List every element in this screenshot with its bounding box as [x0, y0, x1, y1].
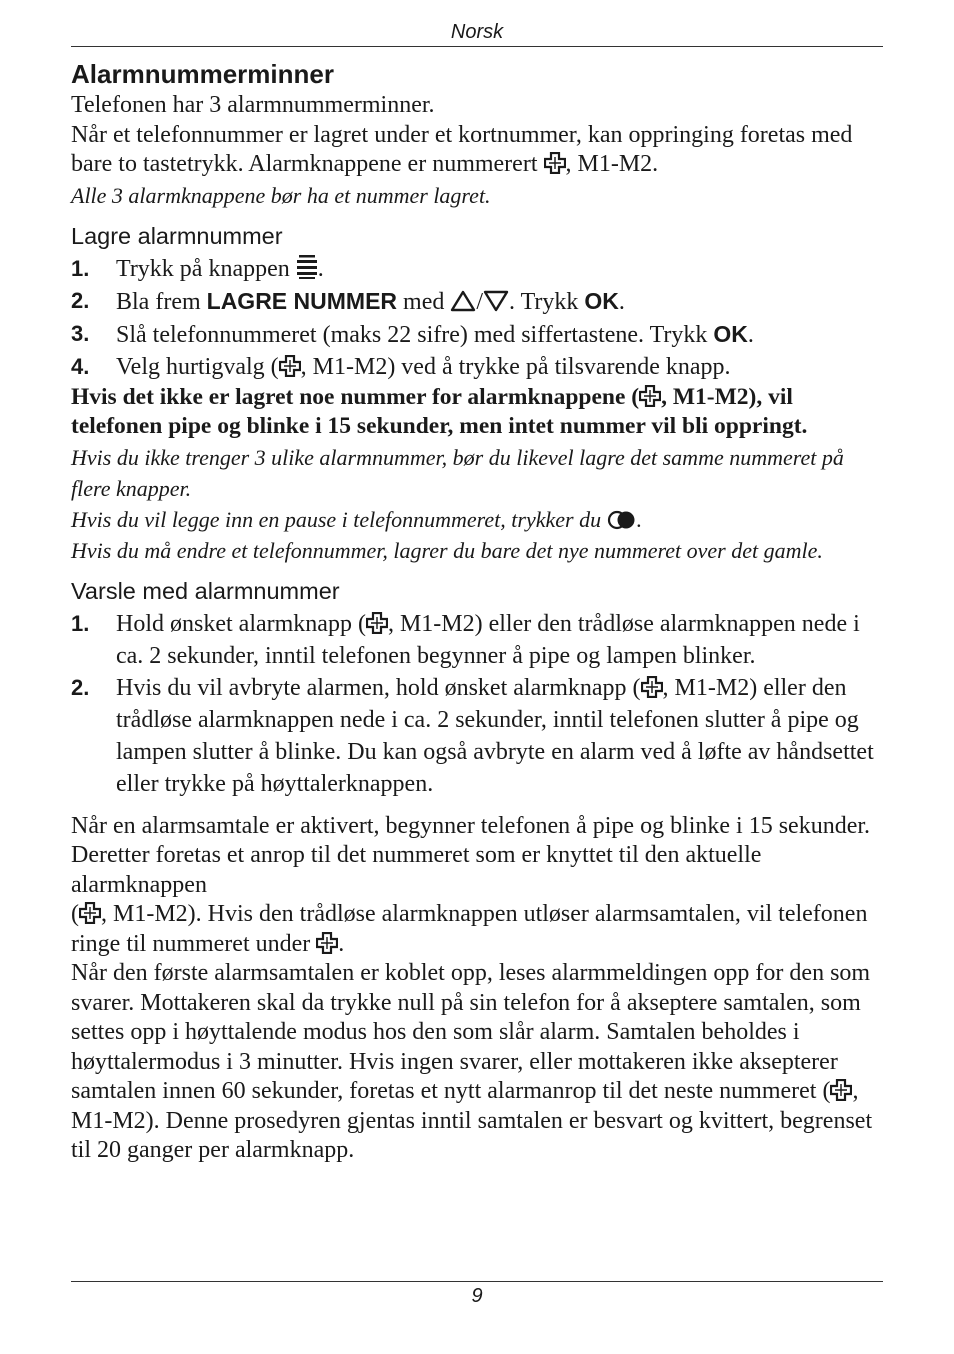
- store-step-2: 2. Bla frem LAGRE NUMMER med / . Trykk OK.: [71, 287, 625, 315]
- manual-page: [71, 18, 883, 1166]
- store-note-2: Hvis du vil legge inn en pause i telefonnummeret, trykker du .: [71, 506, 643, 532]
- pause-circles-icon: [607, 510, 637, 530]
- body-paragraph-3: Når den første alarmsamtalen er koblet opp, leses alarmmeldingen opp for den som svarer. Mottakeren skal da trykke null på sin telefon for å akseptere samtalen, som settes opp i høyttalende modus hos den som slår alarm. Samtalen beholdes i høyttalermodus i 3 minutter. Hvis ingen svarer, eller mottakeren ikke aksepterer samtalen innen 60 sekunder, foretas et nytt alarmanrop til det neste nummeret ( , M1-M2). Denne prosedyren gjentas inntil samtalen er besvart og kvittert, begrenset til 20 ganger per alarmknapp.: [71, 960, 873, 1163]
- store-warning: Hvis det ikke er lagret noe nummer for alarmknappene ( , M1-M2), vil telefonen pipe og blinke i 15 sekunder, men intet nummer vil bli oppringt.: [71, 383, 808, 439]
- body-paragraph-1: Når en alarmsamtale er aktivert, begynner telefonen å pipe og blinke i 15 sekunder. Deretter foretas et anrop til det nummeret som er knyttet til den aktuelle alarmknappen: [71, 812, 871, 898]
- store-step-3: 3. Slå telefonnummeret (maks 22 sifre) med siffertastene. Trykk OK.: [71, 320, 754, 348]
- store-note-3: Hvis du må endre et telefonnummer, lagrer du bare det nye nummeret over det gamle.: [71, 537, 823, 563]
- store-title: Lagre alarmnummer: [71, 222, 283, 249]
- intro-line-2: Når et telefonnummer er lagret under et kortnummer, kan oppringing foretas med bare to tastetrykk. Alarmknappene er nummerert , M1-M2.: [71, 121, 853, 177]
- triangle-up-icon: [450, 290, 476, 312]
- page-header: Norsk: [71, 18, 883, 47]
- alert-step-1: 1. Hold ønsket alarmknapp ( , M1-M2) eller den trådløse alarmknappen nede i ca. 2 sekunder, inntil telefonen begynner å pipe og lampen blinker.: [71, 610, 860, 669]
- alarm-cross-icon: [316, 932, 338, 954]
- intro-line-1: Telefonen har 3 alarmnummerminner.: [71, 92, 435, 118]
- alarm-cross-icon: [830, 1079, 852, 1101]
- alarm-cross-icon: [366, 612, 388, 634]
- alarm-cross-icon: [544, 152, 566, 174]
- triangle-down-icon: [483, 290, 509, 312]
- menu-lines-icon: [296, 255, 318, 279]
- alarm-cross-icon: [639, 385, 661, 407]
- alarm-cross-icon: [79, 902, 101, 924]
- alarm-cross-icon: [279, 355, 301, 377]
- alarm-cross-icon: [641, 676, 663, 698]
- section-title: Alarmnummerminner: [71, 59, 334, 89]
- store-step-1: 1. Trykk på knappen .: [71, 255, 324, 282]
- alert-title: Varsle med alarmnummer: [71, 577, 340, 604]
- page-number: 9: [71, 1281, 883, 1310]
- intro-note: Alle 3 alarmknappene bør ha et nummer lagret.: [71, 182, 491, 208]
- store-note-1: Hvis du ikke trenger 3 ulike alarmnummer, bør du likevel lagre det samme nummeret på flere knapper.: [71, 444, 844, 501]
- store-step-4: 4. Velg hurtigvalg ( , M1-M2) ved å trykke på tilsvarende knapp.: [71, 353, 731, 380]
- body-paragraph-2: ( , M1-M2). Hvis den trådløse alarmknappen utløser alarmsamtalen, vil telefonen ringe til nummeret under .: [71, 901, 868, 957]
- alert-step-2: 2. Hvis du vil avbryte alarmen, hold ønsket alarmknapp ( , M1-M2) eller den trådløse alarmknappen nede i ca. 2 sekunder, inntil telefonen slutter å pipe og lampen slutter å blinke. Du kan også avbryte en alarm ved å løfte av håndsettet eller trykke på høyttalerknappen.: [71, 674, 874, 797]
